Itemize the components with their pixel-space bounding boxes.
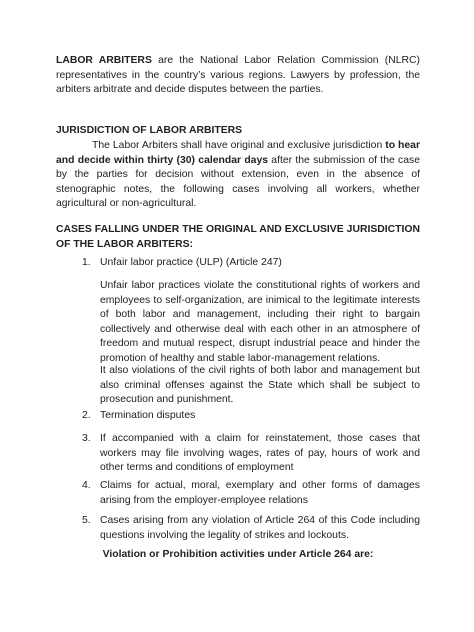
list-item-number: 2.	[82, 410, 91, 421]
list-item-text: Termination disputes	[100, 410, 196, 421]
list-item-number: 1.	[82, 257, 91, 268]
jurisdiction-text-bold: to hear and decide within thirty (30) calendar days	[56, 140, 420, 166]
list-item-number: 3.	[82, 433, 91, 444]
jurisdiction-text-after: after the submission of the case by the parties for decision without extension, even in the absence of stenographic notes, the following cases involving all workers, whether agricultural or non-agricultural.	[56, 154, 420, 210]
ulp-paragraph-2: It also violations of the civil rights of both labor and management but also criminal offenses against the State which shall be subject to prosecution and punishment.	[100, 365, 420, 406]
jurisdiction-heading: JURISDICTION OF LABOR ARBITERS	[56, 125, 243, 136]
ulp-paragraph-1: Unfair labor practices violate the constitutional rights of workers and employees to self-organization, are inimical to the legitimate interests of both labor and management, including their right to bargain collectively and otherwise deal with each other in an atmosphere of freedom and mutual respect, disrupt industrial peace and hinder the promotion of healthy and stable labor-management relations.	[100, 280, 420, 364]
intro-term: LABOR ARBITERS	[56, 55, 152, 66]
violations-heading: Violation or Prohibition activities under Article 264 are:	[102, 549, 374, 560]
list-item-4	[82, 479, 420, 508]
list-item-2	[82, 409, 420, 424]
list-item-number: 5.	[82, 515, 91, 526]
list-item-5	[82, 514, 420, 543]
list-item-text: Unfair labor practice (ULP) (Article 247)	[100, 257, 282, 268]
list-item-text: Claims for actual, moral, exemplary and other forms of damages arising from the employer-employee relations	[100, 480, 420, 506]
jurisdiction-paragraph	[56, 139, 420, 212]
list-item-number: 4.	[82, 480, 91, 491]
intro-text: are the National Labor Relation Commission (NLRC) representatives in the country’s various regions. Lawyers by profession, the arbiters arbitrate and decide disputes between the parties.	[56, 55, 420, 96]
list-item-3	[82, 432, 420, 476]
list-item-1	[82, 256, 420, 271]
jurisdiction-text-before: The Labor Arbiters shall have original and exclusive jurisdiction	[92, 140, 386, 151]
cases-heading: CASES FALLING UNDER THE ORIGINAL AND EXCLUSIVE JURISDICTION OF THE LABOR ARBITERS:	[56, 224, 420, 250]
list-item-text: Cases arising from any violation of Article 264 of this Code including questions involving the legality of strikes and lockouts.	[100, 515, 420, 541]
list-item-text: If accompanied with a claim for reinstatement, those cases that workers may file involving wages, rates of pay, hours of work and other terms and conditions of employment	[100, 433, 420, 474]
intro-paragraph	[56, 54, 420, 98]
